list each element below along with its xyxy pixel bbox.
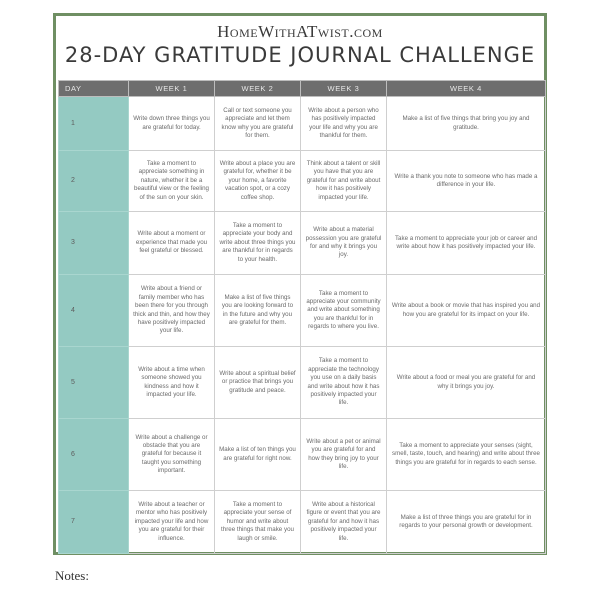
challenge-table bbox=[58, 80, 546, 554]
prompt-cell: Think about a talent or skill you have that you are grateful for and write about how it has positively impacted your life. bbox=[301, 151, 387, 212]
prompt-cell: Write about a teacher or mentor who has positively impacted your life and how you are grateful for their influence. bbox=[129, 491, 215, 554]
prompt-cell: Take a moment to appreciate something in nature, whether it be a beautiful view or the feeling of the sun on your skin. bbox=[129, 151, 215, 212]
table-row bbox=[59, 347, 546, 419]
day-number: 5 bbox=[59, 347, 129, 419]
table-row bbox=[59, 491, 546, 554]
notes-label: Notes: bbox=[55, 568, 89, 583]
prompt-cell: Write about a material possession you are grateful for and why it brings you joy. bbox=[301, 212, 387, 275]
day-number: 7 bbox=[59, 491, 129, 554]
header-week-1: WEEK 1 bbox=[129, 81, 215, 97]
prompt-cell: Take a moment to appreciate your community and write about something you are thankful for in regards to where you live. bbox=[301, 275, 387, 347]
prompt-cell: Make a list of five things you are looking forward to in the future and why you are grateful for them. bbox=[215, 275, 301, 347]
day-number: 4 bbox=[59, 275, 129, 347]
header-week-2: WEEK 2 bbox=[215, 81, 301, 97]
prompt-cell: Write a thank you note to someone who has made a difference in your life. bbox=[387, 151, 546, 212]
prompt-cell: Write down three things you are grateful for today. bbox=[129, 97, 215, 151]
header-day: DAY bbox=[59, 81, 129, 97]
prompt-cell: Make a list of five things that bring you joy and gratitude. bbox=[387, 97, 546, 151]
header-week-4: WEEK 4 bbox=[387, 81, 546, 97]
header-week-3: WEEK 3 bbox=[301, 81, 387, 97]
prompt-cell: Write about a person who has positively impacted your life and why you are thankful for them. bbox=[301, 97, 387, 151]
table-row bbox=[59, 151, 546, 212]
prompt-cell: Write about a pet or animal you are grateful for and how they bring joy to your life. bbox=[301, 419, 387, 491]
prompt-cell: Write about a moment or experience that made you feel grateful or blessed. bbox=[129, 212, 215, 275]
table-header-row bbox=[59, 81, 546, 97]
prompt-cell: Write about a place you are grateful for, whether it be your home, a favorite vacation spot, or a cozy coffee shop. bbox=[215, 151, 301, 212]
prompt-cell: Write about a historical figure or event that you are grateful for and how it has positively impacted your life. bbox=[301, 491, 387, 554]
journal-card bbox=[53, 13, 547, 555]
prompt-cell: Write about a food or meal you are grateful for and why it brings you joy. bbox=[387, 347, 546, 419]
page-title: 28-DAY GRATITUDE JOURNAL CHALLENGE bbox=[64, 43, 536, 67]
table-row bbox=[59, 419, 546, 491]
prompt-cell: Write about a friend or family member who has been there for you through thick and thin, and how they have positively impacted your life. bbox=[129, 275, 215, 347]
prompt-cell: Take a moment to appreciate the technology you use on a daily basis and write about how it has positively impacted your life. bbox=[301, 347, 387, 419]
prompt-cell: Write about a spiritual belief or practice that brings you gratitude and peace. bbox=[215, 347, 301, 419]
prompt-cell: Write about a book or movie that has inspired you and how you are grateful for its impact on your life. bbox=[387, 275, 546, 347]
table-row bbox=[59, 212, 546, 275]
table-row bbox=[59, 275, 546, 347]
prompt-cell: Call or text someone you appreciate and let them know why you are grateful for them. bbox=[215, 97, 301, 151]
brand-name: HomeWithATwist.com bbox=[217, 22, 383, 41]
day-number: 1 bbox=[59, 97, 129, 151]
prompt-cell: Take a moment to appreciate your senses (sight, smell, taste, touch, and hearing) and write about three things you are grateful for in regards to each sense. bbox=[387, 419, 546, 491]
day-number: 2 bbox=[59, 151, 129, 212]
prompt-cell: Make a list of ten things you are grateful for right now. bbox=[215, 419, 301, 491]
day-number: 6 bbox=[59, 419, 129, 491]
day-number: 3 bbox=[59, 212, 129, 275]
prompt-cell: Take a moment to appreciate your body and write about three things you are thankful for in regards to your health. bbox=[215, 212, 301, 275]
prompt-cell: Write about a challenge or obstacle that you are grateful for because it taught you something important. bbox=[129, 419, 215, 491]
prompt-cell: Take a moment to appreciate your job or career and write about how it has positively impacted your life. bbox=[387, 212, 546, 275]
table-row bbox=[59, 97, 546, 151]
prompt-cell: Write about a time when someone showed you kindness and how it impacted your life. bbox=[129, 347, 215, 419]
prompt-cell: Take a moment to appreciate your sense of humor and write about three things that make you laugh or smile. bbox=[215, 491, 301, 554]
prompt-cell: Make a list of three things you are grateful for in regards to your personal growth or development. bbox=[387, 491, 546, 554]
